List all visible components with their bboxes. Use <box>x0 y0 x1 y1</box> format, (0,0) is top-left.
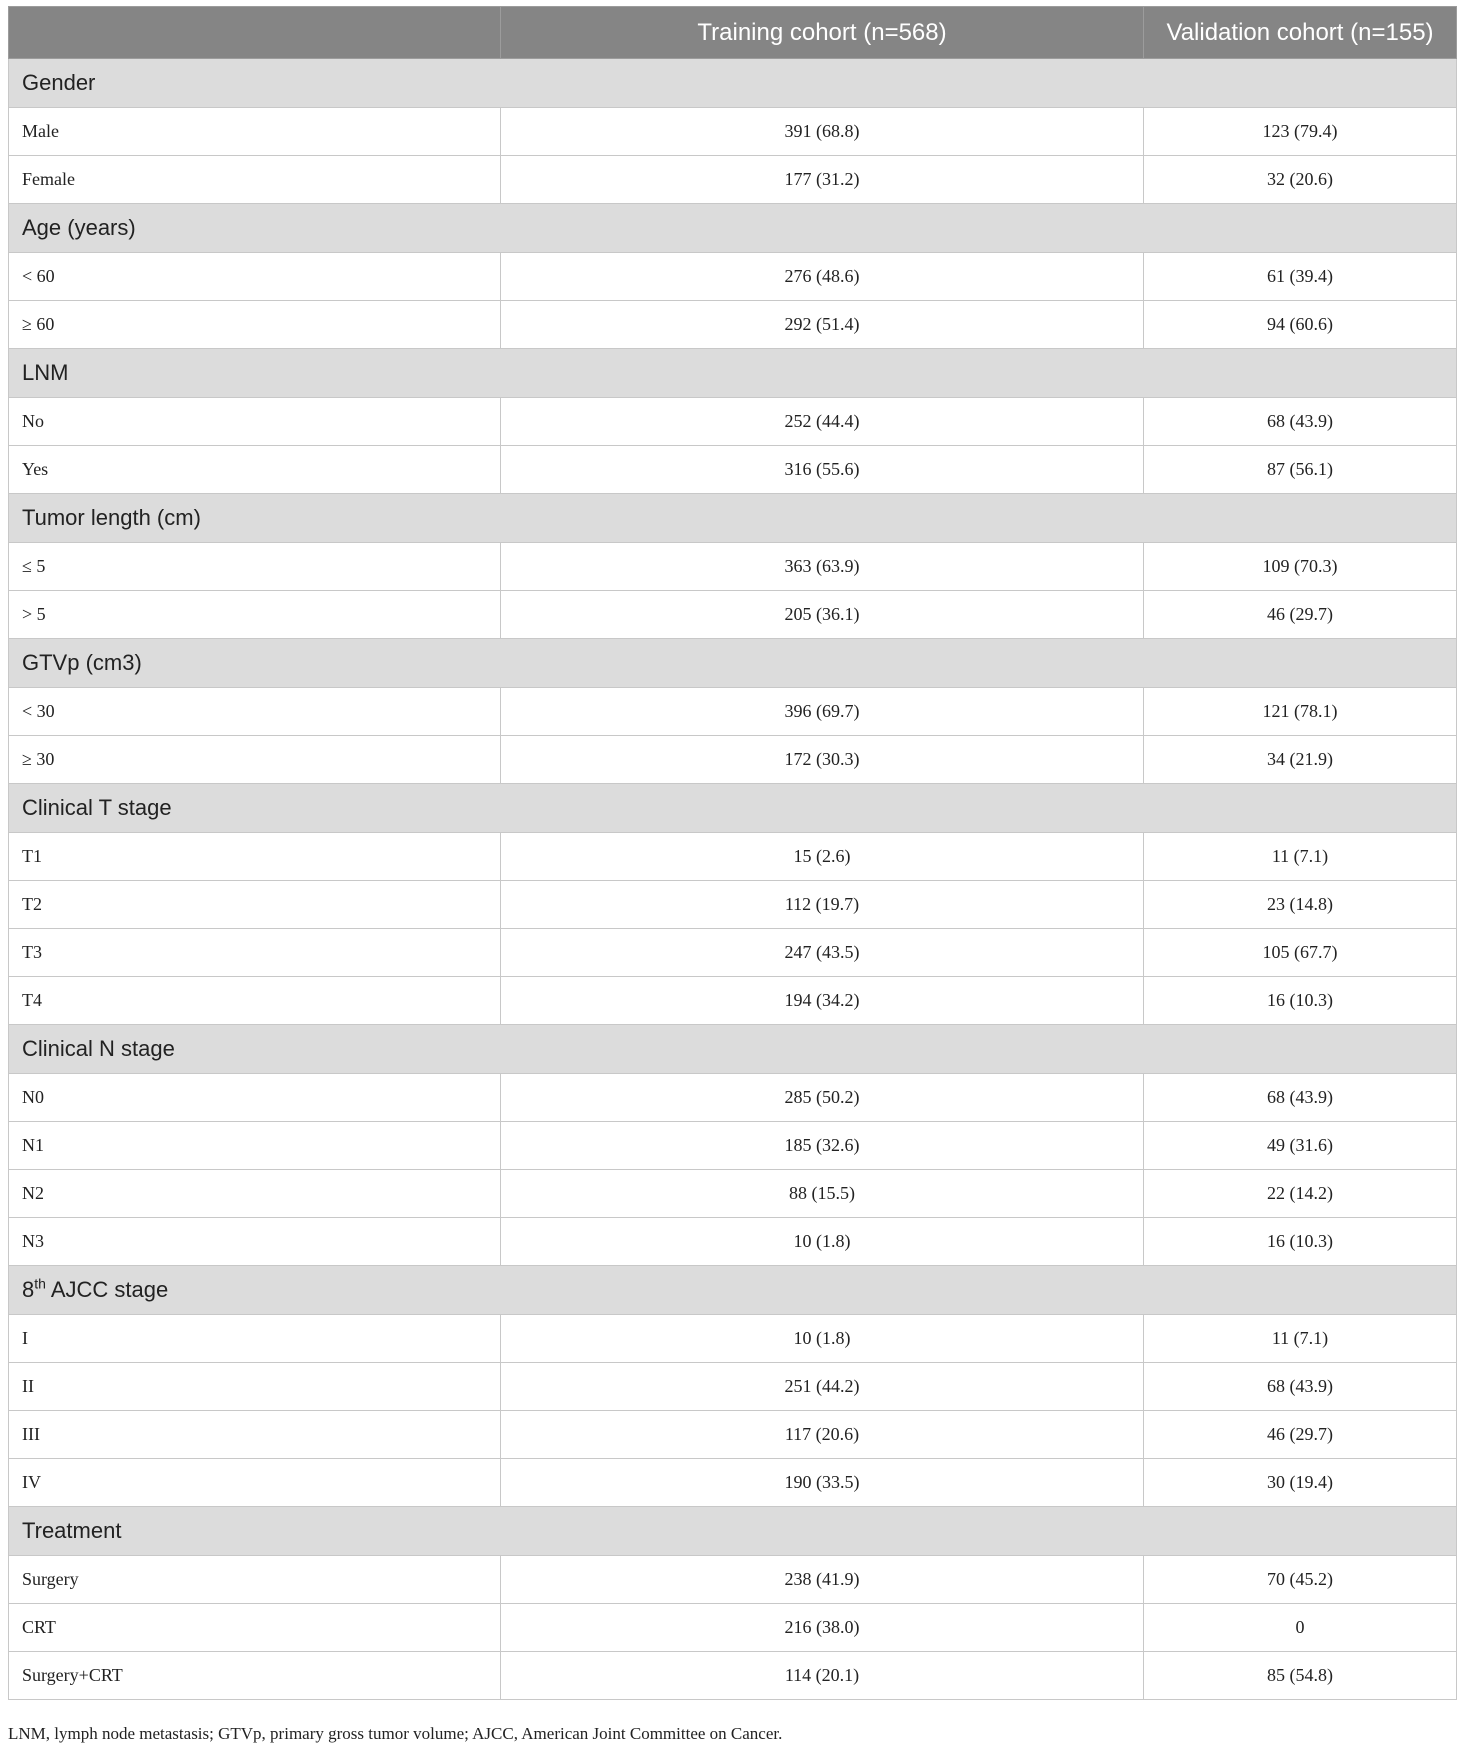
table-row <box>9 1122 1457 1170</box>
table-row <box>9 736 1457 784</box>
training-value: 194 (34.2) <box>501 977 1144 1025</box>
validation-value: 121 (78.1) <box>1144 688 1457 736</box>
training-value: 114 (20.1) <box>501 1652 1144 1700</box>
group-row <box>9 204 1457 253</box>
validation-value: 0 <box>1144 1604 1457 1652</box>
row-label: N2 <box>9 1170 501 1218</box>
group-title: Treatment <box>9 1507 1457 1556</box>
row-label: > 5 <box>9 591 501 639</box>
row-label: IV <box>9 1459 501 1507</box>
group-title: Clinical N stage <box>9 1025 1457 1074</box>
row-label: I <box>9 1315 501 1363</box>
validation-value: 46 (29.7) <box>1144 591 1457 639</box>
row-label: ≥ 60 <box>9 301 501 349</box>
group-row <box>9 784 1457 833</box>
group-row <box>9 494 1457 543</box>
table-row <box>9 833 1457 881</box>
training-value: 396 (69.7) <box>501 688 1144 736</box>
validation-value: 32 (20.6) <box>1144 156 1457 204</box>
validation-value: 11 (7.1) <box>1144 833 1457 881</box>
row-label: ≥ 30 <box>9 736 501 784</box>
table-row <box>9 543 1457 591</box>
training-value: 363 (63.9) <box>501 543 1144 591</box>
group-row <box>9 639 1457 688</box>
training-value: 112 (19.7) <box>501 881 1144 929</box>
row-label: N0 <box>9 1074 501 1122</box>
training-value: 10 (1.8) <box>501 1218 1144 1266</box>
group-row <box>9 1507 1457 1556</box>
validation-value: 49 (31.6) <box>1144 1122 1457 1170</box>
table-row <box>9 253 1457 301</box>
group-title <box>9 1266 1457 1315</box>
validation-value: 30 (19.4) <box>1144 1459 1457 1507</box>
table-row <box>9 1556 1457 1604</box>
group-title-superscript: th <box>34 1275 46 1292</box>
row-label: N3 <box>9 1218 501 1266</box>
row-label: N1 <box>9 1122 501 1170</box>
validation-value: 123 (79.4) <box>1144 108 1457 156</box>
group-title: Age (years) <box>9 204 1457 253</box>
validation-value: 16 (10.3) <box>1144 1218 1457 1266</box>
row-label: T3 <box>9 929 501 977</box>
table-row <box>9 591 1457 639</box>
training-value: 391 (68.8) <box>501 108 1144 156</box>
training-value: 285 (50.2) <box>501 1074 1144 1122</box>
table-row <box>9 301 1457 349</box>
header-training-cohort: Training cohort (n=568) <box>501 7 1144 59</box>
header-variable <box>9 7 501 59</box>
table-row <box>9 1363 1457 1411</box>
row-label: < 30 <box>9 688 501 736</box>
table-row <box>9 1604 1457 1652</box>
table-row <box>9 1170 1457 1218</box>
training-value: 177 (31.2) <box>501 156 1144 204</box>
training-value: 216 (38.0) <box>501 1604 1144 1652</box>
table-row <box>9 929 1457 977</box>
table-row <box>9 1315 1457 1363</box>
training-value: 247 (43.5) <box>501 929 1144 977</box>
row-label: Male <box>9 108 501 156</box>
row-label: III <box>9 1411 501 1459</box>
row-label: Yes <box>9 446 501 494</box>
validation-value: 109 (70.3) <box>1144 543 1457 591</box>
training-value: 185 (32.6) <box>501 1122 1144 1170</box>
training-value: 117 (20.6) <box>501 1411 1144 1459</box>
row-label: CRT <box>9 1604 501 1652</box>
training-value: 205 (36.1) <box>501 591 1144 639</box>
validation-value: 23 (14.8) <box>1144 881 1457 929</box>
training-value: 172 (30.3) <box>501 736 1144 784</box>
validation-value: 105 (67.7) <box>1144 929 1457 977</box>
table-row <box>9 1074 1457 1122</box>
table-row <box>9 1411 1457 1459</box>
characteristics-table-container <box>8 6 1456 1700</box>
training-value: 190 (33.5) <box>501 1459 1144 1507</box>
validation-value: 46 (29.7) <box>1144 1411 1457 1459</box>
header-row <box>9 7 1457 59</box>
training-value: 316 (55.6) <box>501 446 1144 494</box>
row-label: No <box>9 398 501 446</box>
group-row <box>9 59 1457 108</box>
characteristics-table <box>8 6 1457 1700</box>
validation-value: 22 (14.2) <box>1144 1170 1457 1218</box>
table-row <box>9 881 1457 929</box>
table-row <box>9 1652 1457 1700</box>
table-row <box>9 977 1457 1025</box>
group-title-text: AJCC stage <box>45 1277 169 1302</box>
validation-value: 68 (43.9) <box>1144 1074 1457 1122</box>
table-row <box>9 688 1457 736</box>
row-label: ≤ 5 <box>9 543 501 591</box>
row-label: Female <box>9 156 501 204</box>
table-header <box>9 7 1457 59</box>
table-footnote: LNM, lymph node metastasis; GTVp, primary gross tumor volume; AJCC, American Joint Committee on Cancer. <box>8 1724 783 1743</box>
row-label: II <box>9 1363 501 1411</box>
training-value: 252 (44.4) <box>501 398 1144 446</box>
training-value: 251 (44.2) <box>501 1363 1144 1411</box>
row-label: Surgery+CRT <box>9 1652 501 1700</box>
validation-value: 68 (43.9) <box>1144 1363 1457 1411</box>
row-label: Surgery <box>9 1556 501 1604</box>
training-value: 292 (51.4) <box>501 301 1144 349</box>
table-row <box>9 156 1457 204</box>
table-row <box>9 398 1457 446</box>
table-row <box>9 1459 1457 1507</box>
table-row <box>9 1218 1457 1266</box>
row-label: T1 <box>9 833 501 881</box>
validation-value: 61 (39.4) <box>1144 253 1457 301</box>
training-value: 238 (41.9) <box>501 1556 1144 1604</box>
validation-value: 34 (21.9) <box>1144 736 1457 784</box>
group-title: GTVp (cm3) <box>9 639 1457 688</box>
row-label: T4 <box>9 977 501 1025</box>
validation-value: 87 (56.1) <box>1144 446 1457 494</box>
training-value: 276 (48.6) <box>501 253 1144 301</box>
row-label: < 60 <box>9 253 501 301</box>
group-title: Tumor length (cm) <box>9 494 1457 543</box>
table-row <box>9 108 1457 156</box>
row-label: T2 <box>9 881 501 929</box>
group-title: Clinical T stage <box>9 784 1457 833</box>
group-title: Gender <box>9 59 1457 108</box>
table-row <box>9 446 1457 494</box>
validation-value: 85 (54.8) <box>1144 1652 1457 1700</box>
group-title: LNM <box>9 349 1457 398</box>
validation-value: 11 (7.1) <box>1144 1315 1457 1363</box>
group-row <box>9 1025 1457 1074</box>
validation-value: 94 (60.6) <box>1144 301 1457 349</box>
table-body <box>9 59 1457 1700</box>
validation-value: 16 (10.3) <box>1144 977 1457 1025</box>
validation-value: 70 (45.2) <box>1144 1556 1457 1604</box>
training-value: 15 (2.6) <box>501 833 1144 881</box>
group-row <box>9 1266 1457 1315</box>
training-value: 10 (1.8) <box>501 1315 1144 1363</box>
group-title-prefix: 8 <box>22 1277 35 1302</box>
validation-value: 68 (43.9) <box>1144 398 1457 446</box>
header-validation-cohort: Validation cohort (n=155) <box>1144 7 1457 59</box>
group-row <box>9 349 1457 398</box>
training-value: 88 (15.5) <box>501 1170 1144 1218</box>
